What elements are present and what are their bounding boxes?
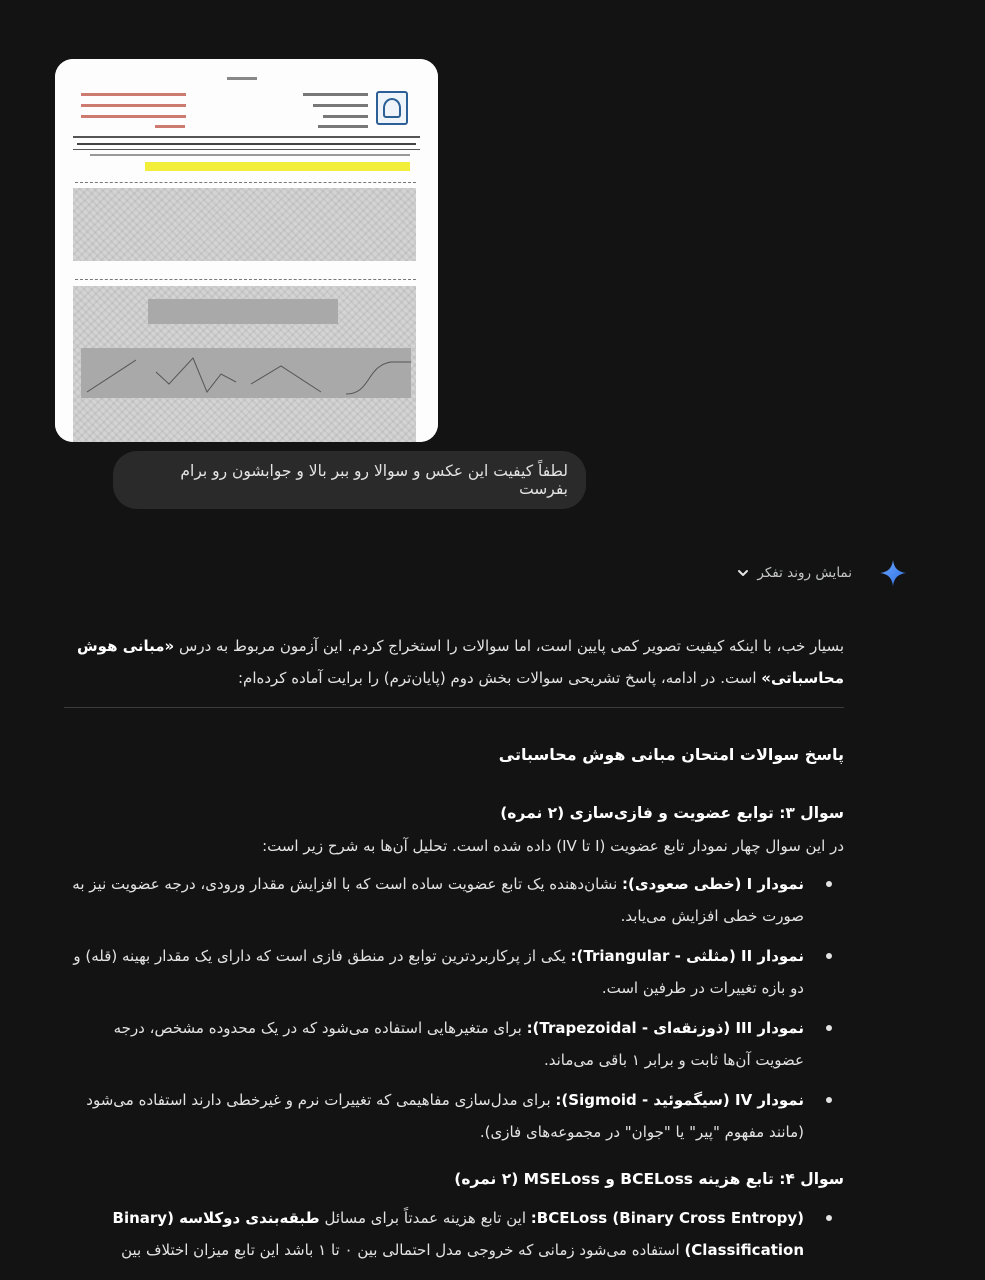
doc-note-line [81, 104, 186, 107]
divider [64, 707, 844, 708]
doc-id-line [318, 125, 368, 128]
doc-bismillah [227, 77, 257, 80]
intro-text-2: است. در ادامه، پاسخ تشریحی سوالات بخش دوم (پایان‌ترم) را برایت آماده کرده‌ام: [237, 669, 762, 687]
doc-name-line [323, 115, 368, 118]
doc-instructor-line [313, 104, 368, 107]
doc-section-divider [75, 279, 416, 280]
list-item-title: نمودار I (خطی صعودی): [622, 875, 804, 893]
list-item-title: BCELoss (Binary Cross Entropy): [530, 1209, 804, 1227]
list-item-text: برای مدل‌سازی مفاهیمی که تغییرات نرم و غیرخطی دارند استفاده می‌شود (مانند مفهوم "پیر" یا "جوان" در مجموعه‌های فازی). [86, 1091, 804, 1141]
list-item-title: نمودار II (مثلثی - Triangular): [570, 947, 804, 965]
doc-note-line [81, 115, 186, 118]
list-item-text: برای متغیرهایی استفاده می‌شود که در یک محدوده مشخص، درجه عضویت آن‌ها ثابت و برابر ۱ باقی می‌ماند. [113, 1019, 804, 1069]
list-item-text: یکی از پرکاربردترین توابع در منطق فازی است که دارای یک مقدار بهینه (قله) و دو بازه تغییرات در طرفین است. [73, 947, 804, 997]
doc-divider [73, 136, 420, 138]
list-item-text-2: استفاده می‌شود زمانی که خروجی مدل احتمالی بین ۰ تا ۱ باشد این تابع میزان اختلاف بین [121, 1241, 685, 1259]
list-item-title: نمودار IV (سیگموئید - Sigmoid): [555, 1091, 804, 1109]
question-3-title: سوال ۳: توابع عضویت و فازی‌سازی (۲ نمره) [500, 804, 844, 822]
university-logo-icon [376, 91, 408, 125]
doc-note-line [155, 125, 185, 128]
doc-midterm-section [73, 188, 416, 261]
intro-text: بسیار خب، با اینکه کیفیت تصویر کمی پایین است، اما سوالات را استخراج کردم. این آزمون مربوط به درس [174, 637, 844, 655]
question-3-intro: در این سوال چهار نمودار تابع عضویت (I تا IV) داده شده است. تحلیل آن‌ها به شرح زیر است: [262, 837, 844, 855]
list-item [64, 1202, 832, 1266]
doc-formula-box [148, 299, 338, 324]
show-thinking-toggle[interactable] [737, 561, 852, 585]
list-item-title: نمودار III (ذوزنقه‌ای - Trapezoidal): [526, 1019, 804, 1037]
course-name: «مبانی هوش محاسباتی» [76, 637, 844, 687]
assistant-response [64, 630, 844, 1274]
doc-instruction-line [90, 154, 410, 156]
membership-function-curves [81, 348, 411, 398]
question-4-title: سوال ۴: تابع هزینه BCELoss و MSELoss (۲ نمره) [454, 1170, 844, 1188]
user-message-bubble [113, 451, 586, 509]
gemini-sparkle-icon [878, 558, 908, 588]
list-item-emphasis: طبقه‌بندی دوکلاسه (Binary Classification) [112, 1209, 804, 1259]
question-3-list [64, 868, 844, 1148]
attached-exam-image[interactable] [55, 59, 438, 442]
doc-section-divider [75, 182, 416, 183]
doc-divider [73, 149, 420, 150]
list-item-text: نشان‌دهنده یک تابع عضویت ساده است که با افزایش مقدار ورودی، درجه عضویت نیز به صورت خطی افزایش می‌یابد. [72, 875, 804, 925]
list-item [64, 1012, 832, 1076]
show-thinking-label: نمایش روند تفکر [757, 565, 852, 581]
intro-paragraph [64, 630, 844, 694]
exam-document-preview [55, 59, 438, 442]
list-item [64, 940, 832, 1004]
response-heading: پاسخ سوالات امتحان مبانی هوش محاسباتی [498, 745, 844, 764]
doc-course-line [303, 93, 368, 96]
user-message-text: لطفاً کیفیت این عکس و سوالا رو ببر بالا و جوابشون رو برام بفرست [180, 462, 568, 498]
list-item-text: این تابع هزینه عمدتاً برای مسائل [319, 1209, 531, 1227]
list-item [64, 1084, 832, 1148]
list-item [64, 868, 832, 932]
question-4-list [64, 1202, 844, 1266]
doc-note-line [81, 93, 186, 96]
chevron-down-icon [737, 567, 749, 579]
doc-highlighted-instruction [145, 162, 410, 171]
doc-exam-info-row [77, 143, 416, 145]
